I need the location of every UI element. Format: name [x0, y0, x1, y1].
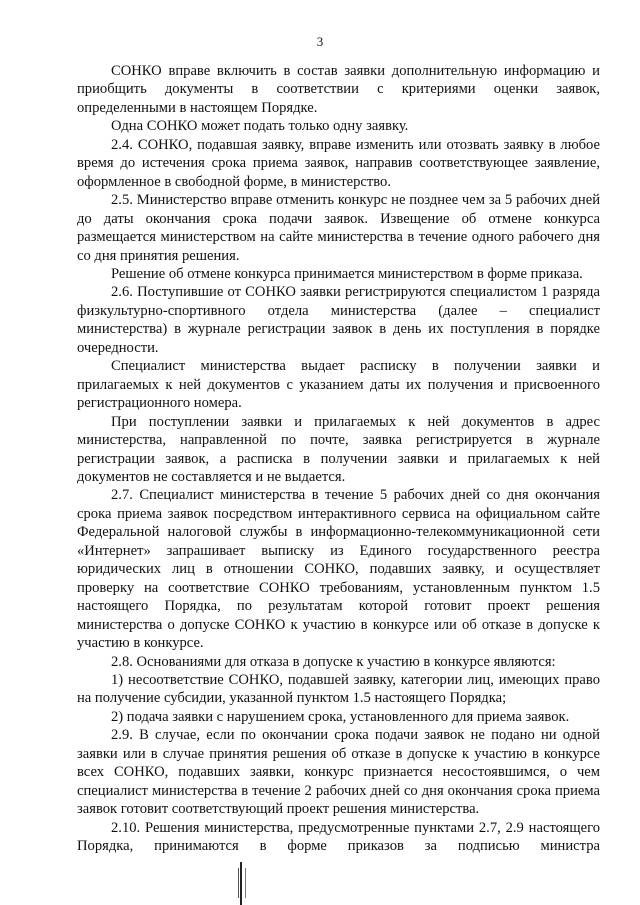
paragraph-2-10: 2.10. Решения министерства, предусмотренные пунктами 2.7, 2.9 настоящего Порядка, принимаются в форме приказов за подписью министра: [77, 819, 600, 855]
list-item: 2) подача заявки с нарушением срока, установленного для приема заявок.: [111, 708, 570, 725]
paragraph-2-7: 2.7. Специалист министерства в течение 5 рабочих дней со дня окончания срока приема заявок посредством интерактивного сервиса на официальном сайте Федеральной налоговой службы в информационно-телекоммуникационной сети «Интернет» запрашивает выписку из Единого государственного реестра юридических лиц в отношении СОНКО, подавших заявку, и осуществляет проверку на соответствие СОНКО требованиям, установленным пунктом 1.5 настоящего Порядка, по результатам которой готовит проект решения министерства о допуске СОНКО к участию в конкурсе или об отказе в допуске к участию в конкурсе.: [77, 487, 600, 652]
paragraph: Одна СОНКО может подать только одну заявку.: [111, 118, 409, 135]
scan-artifact: [240, 862, 242, 905]
list-item: 1) несоответствие СОНКО, подавшей заявку, категории лиц, имеющих право на получение субсидии, указанной пунктом 1.5 настоящего Порядка;: [77, 671, 600, 707]
paragraph: Специалист министерства выдает расписку в получении заявки и прилагаемых к ней документов с указанием даты их получения и присвоенного регистрационного номера.: [77, 358, 600, 412]
document-body: [77, 62, 600, 855]
paragraph-2-6: 2.6. Поступившие от СОНКО заявки регистрируются специалистом 1 разряда физкультурно-спортивного отдела министерства (далее – специалист министерства) в журнале регистрации заявок в день их поступления в порядке очередности.: [77, 284, 600, 356]
paragraph-2-5: 2.5. Министерство вправе отменить конкурс не позднее чем за 5 рабочих дней до даты окончания срока подачи заявок. Извещение об отмене конкурса размещается министерством на сайте министерства в течение одного рабочего дня со дня принятия решения.: [77, 192, 600, 264]
paragraph: Решение об отмене конкурса принимается министерством в форме приказа.: [111, 265, 583, 282]
paragraph: При поступлении заявки и прилагаемых к ней документов в адрес министерства, направленной по почте, заявка регистрируется в журнале регистрации заявок, а расписка в получении заявки и прилагаемых к ней документов не составляется и не выдается.: [77, 413, 600, 485]
paragraph-2-9: 2.9. В случае, если по окончании срока подачи заявок не подано ни одной заявки или в случае принятия решения об отказе в допуске к участию в конкурсе всех СОНКО, подавших заявки, конкурс признается несостоявшимся, о чем специалист министерства в течение 2 рабочих дней со дня окончания срока приема заявок готовит соответствующий проект решения министерства.: [77, 727, 600, 818]
paragraph-2-8: 2.8. Основаниями для отказа в допуске к участию в конкурсе являются:: [111, 653, 556, 670]
paragraph-2-4: 2.4. СОНКО, подавшая заявку, вправе изменить или отозвать заявку в любое время до истечения срока приема заявок, направив соответствующее заявление, оформленное в свободной форме, в министерство.: [77, 136, 600, 190]
paragraph: СОНКО вправе включить в состав заявки дополнительную информацию и приобщить документы в соответствии с критериями оценки заявок, определенными в настоящем Порядке.: [77, 63, 600, 116]
page-number: 3: [316, 34, 324, 49]
